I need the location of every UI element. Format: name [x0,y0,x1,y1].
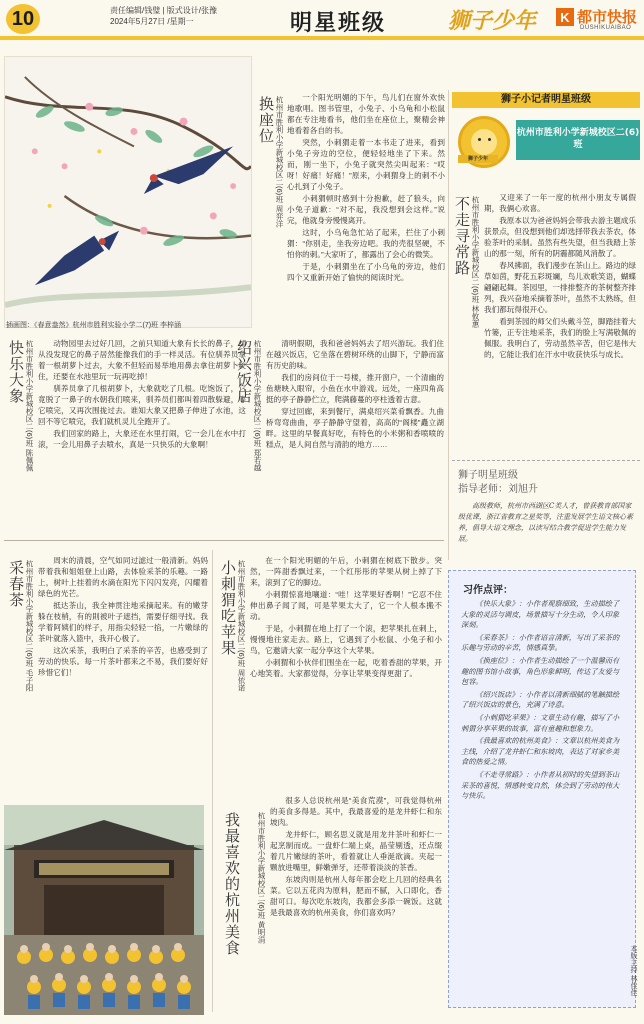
painting-birds-branches [5,57,251,327]
page-header [0,0,644,52]
column-divider [448,90,449,560]
comments-list [461,599,625,804]
article-byline-xiaociwei: 杭州市胜利小学新城校区二(6)班 周依诺 [237,560,246,692]
page-host-credit: 本版主持 林佳佳 [630,945,637,996]
comment-item: 《换座位》：小作者生动描绘了一个温馨而有趣的图书馆小故事，角色形象鲜明，传达了友爱与包容。 [461,655,620,687]
writing-comments-box [448,570,636,1008]
paragraph: 很多人总说杭州是“美食荒漠”，可我觉得杭州的美食多得是。其中，我最喜爱的是龙井虾仁和东坡肉。 [270,796,442,827]
comment-item: 《快乐大象》：小作者观察细致，生动描绘了大象的灵活与调皮，场景描写十分生动，令人印象深刻。 [461,599,620,630]
star-class-card [452,92,640,182]
paragraph: 清明假期，我和爸爸妈妈去了绍兴游玩。我们住在越兴饭店，它坐落在碧树环绕的山脚下，宁静而富有历史韵味。 [266,339,444,370]
paragraph: 抵达茶山，我全神贯注地采摘起来。有的嫩芽躲在枝梢，有的則被叶子遮挡，需要仔细寻找。我学着阿姨们的样子，用指尖轻轻一掐，一片嫩绿的茶叶就落入篮中，我开心极了。 [38,601,208,643]
paragraph: 动物园里去过好几回，之前只知道大象有长长的鼻子，却从没发现它的鼻子居然能像我们的手一样灵活。有位驯养员拿着一根胡萝卜过去，大象不但轻而易举地用鼻去拿住胡萝卜咬住，还要在水池里玩一玩再吃掉！ [38,339,246,381]
article-title-xiaociwei: 小刺猬吃苹果 [219,560,237,656]
article-title-hangzhoumeishi: 我最喜欢的杭州美食 [223,812,241,956]
teacher-heading [458,469,538,497]
article-title-shaoxingfandian: 绍兴饭店 [235,340,253,404]
comment-item: 《采春茶》：小作者语言清新，写出了采茶的乐趣与劳动的辛苦，情感真挚。 [461,632,620,653]
paragraph: 于是，小刺猬坐在了小乌龟的旁边，他们四个又重新开始了愉快的阅读时光。 [287,262,445,282]
paragraph: 这次采茶，我明白了采茶的辛苦，也感受到了劳动的快乐。每一片茶叶都来之不易，我们要好好珍惜它们！ [38,646,208,677]
illustration-painting [4,56,252,328]
paragraph: 春风拂面，我们漫步在茶山上。路边的绿草如茵，野花五彩斑斓，鸟儿欢歌笑语，蝴蝶翩翩起舞。茶园里，一排排整齐的茶树整齐排列，我兴奋地采摘着茶叶，虽然不太熟练，但我们都玩得很开心。 [484,261,636,314]
article-body-caichuncha [38,555,208,795]
paragraph: 我们的房间位于一号楼，推开窗户，一个清幽的鱼塘映入眼帘，小鱼在水中游戏。远处，一座四角高挺的亭子静静伫立，爬满藤蔓的亭柱透着古意。 [266,373,444,404]
comment-item: 《绍兴饭店》：小作者以清新细腻的笔触描绘了绍兴饭店的景色，充满了诗意。 [461,689,620,710]
article-byline-shaoxingfandian: 杭州市胜利小学新城校区二(6)班 郑若越 [253,340,262,472]
section-title: 明星班级 [290,10,387,36]
paragraph: 一个阳光明媚的下午，鸟儿们在窗外欢快地歌唱。图书管里，小兔子、小乌龟和小松鼠都在专注地看书，他们坐在座位上，聚精会神地看着各自的书。 [287,93,445,135]
brand-script: 狮子少年 [448,8,537,34]
article-body-huanzuowei [287,92,445,326]
article-body-buzouxunchanglu [484,192,636,454]
paragraph: 在一个阳光明媚的午后，小刺猬在树底下散步。突然，一阵甜香飘过来，一个红彤彤的苹果从树上掉了下来，滚到了它的脚边。 [250,556,442,587]
medal-badge: 狮子少年 [458,155,498,163]
article-title-caichuncha: 采春茶 [7,560,25,608]
article-body-hangzhoumeishi [270,795,442,1011]
article-title-kuaileedaxiang: 快乐大象 [7,340,25,404]
meta-editor-line: 责任编辑/钱璧 | 版式设计/张豫 [110,6,217,15]
page-number: 10 [6,4,40,34]
newspaper-name-en: DUSHIKUAIBAO [580,25,632,31]
column-divider [212,550,213,1012]
meta-date-line: 2024年5月27日 /星期一 [110,17,194,26]
paragraph: 又迎来了一年一度的杭州小朋友专属假期，我俩心欢喜。 [484,193,636,213]
article-byline-kuaileedaxiang: 杭州市胜利小学新城校区二(6)班 陈佩佩 [25,340,34,472]
article-body-kuaileedaxiang [38,338,246,534]
article-byline-caichuncha: 杭州市胜利小学新城校区二(6)班 毛子阳 [25,560,34,692]
paragraph: 周末的清晨，空气如同过滤过一般清新。妈妈带着我和姐姐登上山路，去体验采茶的乐趣。一路上，树叶上挂着的水滴在阳光下闪闪发亮，闪耀着绿色的光芒。 [38,556,208,598]
card-heading: 狮子小记者明星班级 [452,92,640,108]
paragraph: 小刺猬和小伙伴们围坐在一起，吃着香甜的苹果，开心地笑着。大家都觉得，分享让苹果变得更甜了。 [250,658,442,678]
paragraph: 我们回家的路上，大象还在水里打闹，它一会儿在水中打滚，一会儿用鼻子去喷水，真是一只快乐的大象啊！ [38,429,246,449]
header-rule [0,36,644,40]
paragraph: 穿过回廊，来到餐厅，满桌绍兴菜肴飘香。九曲桥弯弯曲曲，亭子静静守望着，高高的“阁楼”矗立湖畔。这里的早餐真好吃，有特色的小米粥和香喷喷的糕点，是人间自然与清韵的地方…… [266,407,444,449]
article-byline-hangzhoumeishi: 杭州市胜利小学新城校区二(6)班 黄明涓 [257,812,266,944]
teacher-bio: 高级教师，杭州市西湖区C类人才，曾获教育部国家级优课，浙江省教育之星奖等，注重发展学生语文核心素养，倡导大语文理念，以读写结合教学促进学生能力发展。 [458,502,633,543]
teacher-heading-title: 狮子明星班级 [458,470,518,481]
class-group-photo [4,805,204,1015]
comment-item: 《小刺猬吃苹果》：文章生动有趣，描写了小刺猬分享苹果的故事，富有童趣和想象力。 [461,712,620,733]
paragraph: 我原本以为爸爸妈妈会带我去游主题成乐获景点，但没想到他们却选择带我去茶农，体验茶叶的采制。虽然有些失望，但当我踏上茶山的那一刻，所有的阴霾都随风消散了。 [484,216,636,258]
paragraph: 看到茶园的师父们头戴斗笠，脚踏挂着大竹篓，正专注地采茶，我们的脸上写满敬佩的佩服。我明白了，劳动虽然辛苦，但它是伟大的，它能让我们在汗水中收获快乐与成长。 [484,317,636,359]
article-byline-huanzuowei: 杭州市胜利小学新城校区二(6)班 周弈洋 [275,96,284,228]
paragraph: 龙井虾仁，顾名思义就是用龙井茶叶和虾仁一起烹制而成。一盘虾仁端上桌，晶莹剔透，还点缀着几片嫩绿的茶叶，看着就让人垂涎欲滴。夹起一颗放进嘴里，鲜嫩弹牙，还带着淡淡的茶香。 [270,830,442,872]
article-body-xiaociwei [250,555,442,787]
comment-item: 《不走寻常路》：小作者从初时的失望到茶山采茶的喜悦，情感转变自然，体会到了劳动的伟大与快乐。 [461,769,620,801]
newspaper-logo-icon: K [556,8,574,26]
paragraph: 突然，小刺猬走着一本书走了进来，看到小兔子旁边的空位，便轻轻地坐了下来。然而，刚一坐下，小兔子就突然尖叫起来：“哎呀！好痛！好痛！”原来，小刺猬身上的刺不小心扎到了小兔子。 [287,138,445,191]
article-body-shaoxingfandian [266,338,444,534]
comment-item: 《我最喜欢的杭州美食》：文章以杭州美食为主线，介绍了龙井虾仁和东坡肉，表达了对家乡美食的热爱之情。 [461,736,620,767]
paragraph: 小刺猬惊喜地嚷道：“哇！这苹果好香啊！”它忍不住伸出鼻子闻了闻，可是苹果太大了，它一个人根本搬不动。 [250,590,442,621]
paragraph: 东坡肉则是杭州人每年都会吃上几回的经典名菜。它以五花肉为原料，肥而不腻，入口即化，香甜可口。每次吃东坡肉，我都会多添一碗饭。这就是我最喜欢的杭州美食，你们喜欢吗？ [270,875,442,917]
article-title-buzouxunchanglu: 不走寻常路 [453,196,471,276]
teacher-info-box [452,460,640,570]
comments-title: 习作点评： [463,585,513,596]
paragraph: 于是，小刺猬在地上打了一个滚，把苹果扎在刺上，慢慢地往家走去。路上，它遇到了小松鼠、小兔子和小鸟，它邀请大家一起分享这个大苹果。 [250,624,442,655]
section-divider [4,540,444,541]
teacher-name: 指导老师：刘旭升 [458,484,538,495]
newspaper-name: 都市快报 [577,8,638,26]
article-title-huanzuowei: 换座位 [257,96,275,144]
paragraph: 小刺猬顿时感到十分抱歉，赶了狼头，向小兔子道歉：“对不起，我没想到会这样。”说完，他就身旁慢慢离开。 [287,194,445,225]
card-class-name: 杭州市胜利小学新城校区二(6)班 [516,120,640,160]
paragraph: 这时，小乌龟急忙站了起来，拦住了小刺猬：“你别走，坐我旁边吧。我的壳很坚硬，不怕你的刺。”大家听了，都露出了会心的微笑。 [287,228,445,259]
article-byline-buzouxunchanglu: 杭州市胜利小学新城校区二(6)班 林攸蕙 [471,196,480,328]
page-meta [110,5,217,27]
paragraph: 驯养员拿了几根胡萝卜，大象就吃了几根。吃饱饭了，它竟脱了一鼻子的水朝我们喷来，驯养员们都叫着四散躲避，等它喷完，又再次围拢过去。谁知大象又把鼻子伸进了水池，这回不等它喷完，我们就机灵儿全跑开了。 [38,384,246,426]
group-photo-illustration [4,805,204,1015]
painting-caption: 插画图：《春意盎然》杭州市胜利实验小学二(7)班 李梓涵 [6,322,181,329]
